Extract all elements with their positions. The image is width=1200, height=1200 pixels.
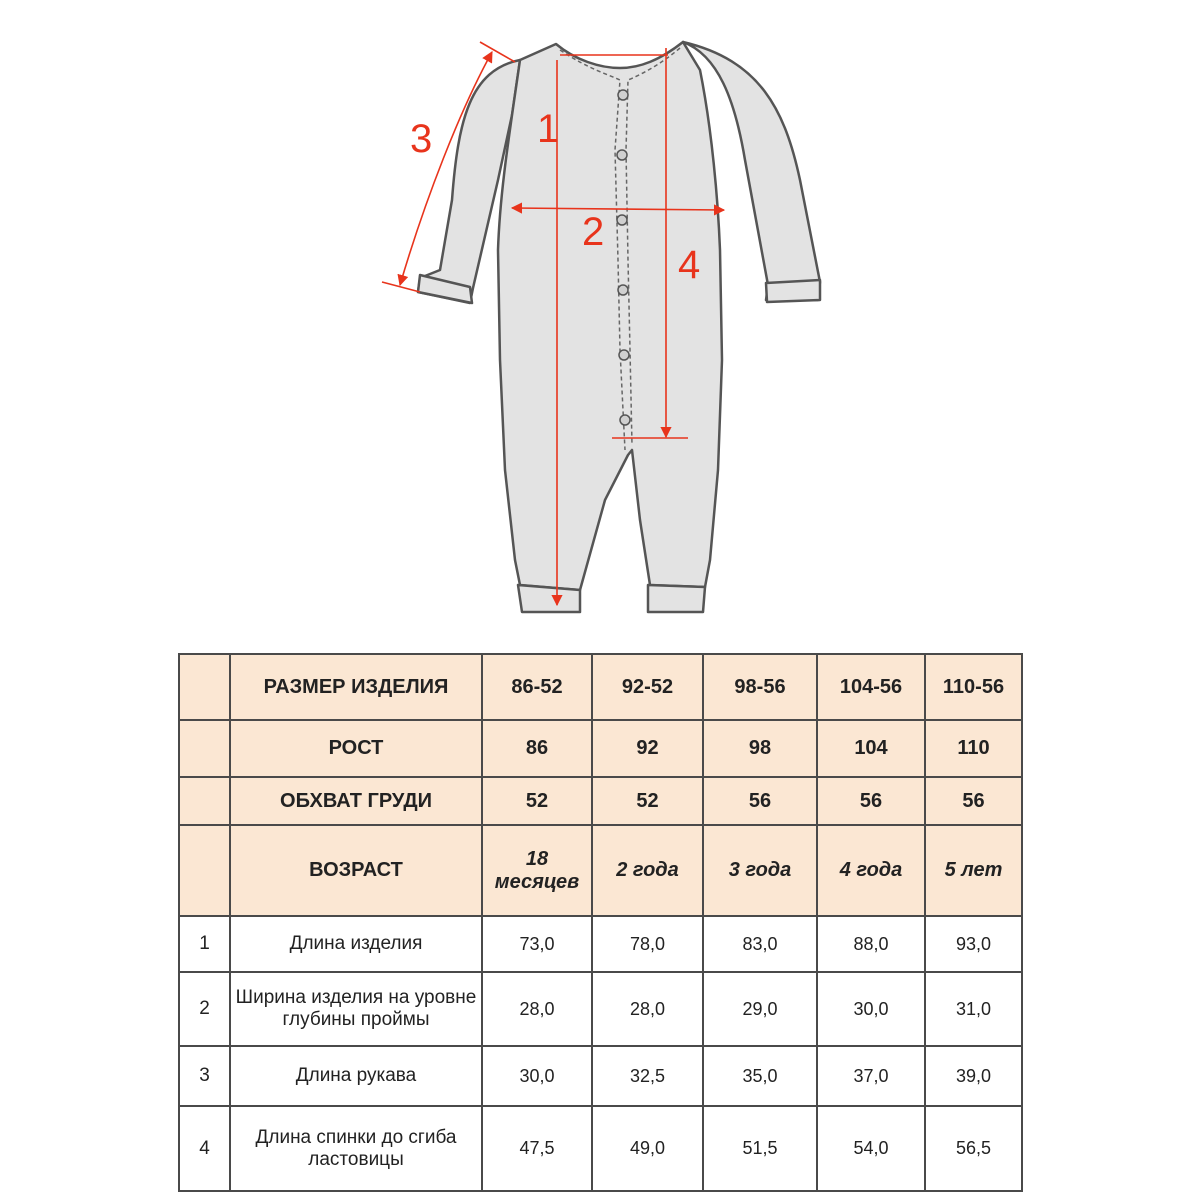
- row-label-cell: Длина спинки до сгиба ластовицы: [230, 1106, 482, 1191]
- table-row: [179, 916, 1022, 972]
- value-cell: 104: [817, 720, 925, 777]
- value-cell: 56: [925, 777, 1022, 825]
- row-number-cell: 4: [179, 1106, 230, 1191]
- value-cell: 35,0: [703, 1046, 817, 1106]
- row-label-cell: РОСТ: [230, 720, 482, 777]
- value-cell: 3 года: [703, 825, 817, 916]
- value-cell: 92-52: [592, 654, 703, 720]
- row-number-cell: [179, 654, 230, 720]
- value-cell: 54,0: [817, 1106, 925, 1191]
- row-label-cell: РАЗМЕР ИЗДЕЛИЯ: [230, 654, 482, 720]
- value-cell: 83,0: [703, 916, 817, 972]
- table-header-row: [179, 777, 1022, 825]
- row-label-cell: ОБХВАТ ГРУДИ: [230, 777, 482, 825]
- value-cell: 92: [592, 720, 703, 777]
- value-cell: 49,0: [592, 1106, 703, 1191]
- value-cell: 51,5: [703, 1106, 817, 1191]
- value-cell: 4 года: [817, 825, 925, 916]
- row-number-cell: 2: [179, 972, 230, 1046]
- value-cell: 86-52: [482, 654, 592, 720]
- value-cell: 86: [482, 720, 592, 777]
- measure-label-2: 2: [582, 210, 605, 254]
- value-cell: 93,0: [925, 916, 1022, 972]
- table-row: [179, 1106, 1022, 1191]
- table-header-row: [179, 825, 1022, 916]
- value-cell: 39,0: [925, 1046, 1022, 1106]
- row-label-cell: ВОЗРАСТ: [230, 825, 482, 916]
- value-cell: 47,5: [482, 1106, 592, 1191]
- value-cell: 52: [592, 777, 703, 825]
- value-cell: 5 лет: [925, 825, 1022, 916]
- value-cell: 28,0: [482, 972, 592, 1046]
- value-cell: 30,0: [482, 1046, 592, 1106]
- value-cell: 110: [925, 720, 1022, 777]
- value-cell: 56: [817, 777, 925, 825]
- row-label-cell: Длина изделия: [230, 916, 482, 972]
- row-label-cell: Ширина изделия на уровне глубины проймы: [230, 972, 482, 1046]
- value-cell: 52: [482, 777, 592, 825]
- value-cell: 88,0: [817, 916, 925, 972]
- row-label-cell: Длина рукава: [230, 1046, 482, 1106]
- value-cell: 98: [703, 720, 817, 777]
- value-cell: 37,0: [817, 1046, 925, 1106]
- value-cell: 28,0: [592, 972, 703, 1046]
- row-number-cell: [179, 825, 230, 916]
- garment-outline: [418, 42, 820, 612]
- measure-label-4: 4: [678, 243, 701, 287]
- value-cell: 56: [703, 777, 817, 825]
- size-table: [178, 653, 1023, 1192]
- row-number-cell: [179, 720, 230, 777]
- row-number-cell: 3: [179, 1046, 230, 1106]
- table-row: [179, 1046, 1022, 1106]
- value-cell: 2 года: [592, 825, 703, 916]
- table-row: [179, 972, 1022, 1046]
- value-cell: 78,0: [592, 916, 703, 972]
- value-cell: 98-56: [703, 654, 817, 720]
- value-cell: 73,0: [482, 916, 592, 972]
- value-cell: 30,0: [817, 972, 925, 1046]
- value-cell: 104-56: [817, 654, 925, 720]
- value-cell: 56,5: [925, 1106, 1022, 1191]
- row-number-cell: [179, 777, 230, 825]
- table-header-row: [179, 720, 1022, 777]
- table-header-row: [179, 654, 1022, 720]
- value-cell: 32,5: [592, 1046, 703, 1106]
- measure-label-3: 3: [410, 117, 433, 161]
- row-number-cell: 1: [179, 916, 230, 972]
- value-cell: 18 месяцев: [482, 825, 592, 916]
- value-cell: 31,0: [925, 972, 1022, 1046]
- measure-label-1: 1: [537, 107, 560, 151]
- value-cell: 110-56: [925, 654, 1022, 720]
- value-cell: 29,0: [703, 972, 817, 1046]
